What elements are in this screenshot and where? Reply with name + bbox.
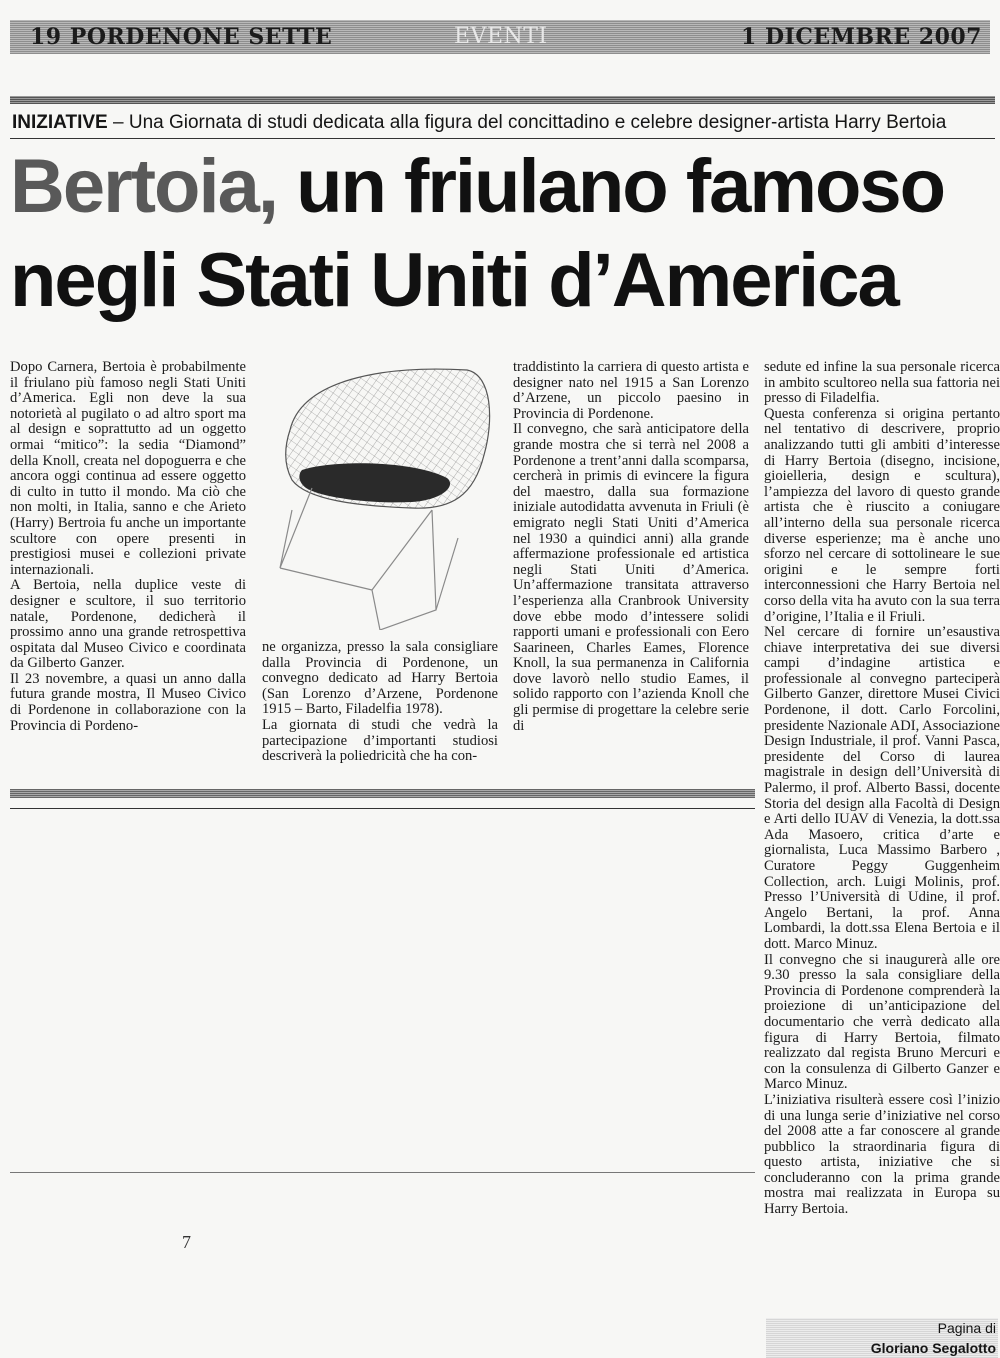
article-column-4 (764, 360, 1000, 1218)
headline-line-2: negli Stati Uniti d’America (10, 238, 898, 323)
headline-line-1-rest: un friulano famoso (276, 144, 945, 229)
article-paragraph: Il convegno che si inaugurerà alle ore 9.30 presso la sala consigliare della Provincia di Pordenone comprenderà la proiezione di un’anticipazione del documentario che verrà dedicato alla figura di Harry Bertoia, filmato realizzato dal regista Bruno Mercuri e con la consulenza di Gilberto Ganzer e Marco Minuz. (764, 951, 1000, 1093)
headline-lead-word: Bertoia, (10, 144, 277, 229)
headline (10, 140, 1000, 328)
article-paragraph: Il 23 novembre, a quasi un anno dalla futura grande mostra, Il Museo Civico di Pordenone in collaborazione con la Provincia di Pordeno- (10, 670, 246, 734)
article-paragraph: A Bertoia, nella duplice veste di designer e scultore, il suo territorio natale, Pordenone, dedicherà il prossimo anno una grande retrospettiva ospitata dal Museo Civico e coordinata da Gilberto Ganzer. (10, 577, 246, 672)
page-footer (766, 1318, 998, 1358)
article-column-3 (513, 360, 749, 734)
header-rule (10, 96, 995, 104)
article-paragraph: Nel cercare di fornire un’esaustiva chiave interpretativa dei sue diversi campi d’indagine artistica e professionale al convegno parteciperà Gilberto Ganzer, direttore Musei Civici Pordenone, il dott. Carlo Forcolini, presidente Nazionale ADI, Associazione Design Industriale, il prof. Vanni Pasca, presidente del Corso di laurea magistrale in design dell’Università di Palermo, il prof. Alberto Bassi, docente Storia del design alla Facoltà di Design e Arti dello IUAV di Venezia, la dott.ssa Ada Masoero, critica d’arte e giornalista, Luca Massimo Barbero , Curatore Peggy Guggenheim Collection, arch. Luigi Molinis, prof. Presso l’Università di Udine, il prof. Angelo Bertani, la prof. Anna Lombardi, la dott.ssa Elena Bertoia e il dott. Marco Minuz. (764, 624, 1000, 952)
article-paragraph: ne organizza, presso la sala consigliare dalla Provincia di Pordenone, un convegno dedicato ad Harry Bertoia (San Lorenzo d’Arzene, Pordenone 1915 – Barto, Filadelfia 1978). (262, 639, 498, 718)
masthead-date: 1 DICEMBRE 2007 (740, 24, 982, 50)
footer-page-label: Pagina di (937, 1320, 996, 1336)
diamond-chair-image (262, 360, 502, 630)
article-paragraph: Dopo Carnera, Bertoia è probabilmente il friulano più famoso negli Stati Uniti d’America. Egli non deve la sua notorietà al pugilato o ad altro sport ma al design e soprattutto ad un oggetto ormai “mitico”: la sedia “Diamond” della Knoll, creata nel dopoguerra e che ancora oggi continua ad essere oggetto di culto in tutto il mondo. Ma ciò che non molti, in Italia, sanno e che Arieto (Harry) Bertroia fu anche un importante scultore con opere presenti in prestigiosi musei e collezioni private internazionali. (10, 359, 246, 578)
stray-pen-mark: 7 (182, 1232, 191, 1252)
article-column-2 (262, 640, 498, 765)
article-paragraph: Il convegno, che sarà anticipatore della grande mostra che si terrà nel 2008 a Pordenone a trent’anni dalla scomparsa, cercherà in primis di evincere la figura del maestro, dalla sua formazione iniziale autodidatta avvenuta in Friuli (è emigrato negli Stati Uniti d’America nel 1930 a quindici anni) alla grande affermazione professionale ed artistica negli Stati Uniti d’America. Un’affermazione transitata attraverso l’esperienza alla Cranbrook University dove ebbe modo d’intessere solidi rapporti umani e professionali con Eero Saarineen, Charles Eames, Florence Knoll, la sua permanenza in California dove lavorò nello studio Eames, il solido rapporto con l’azienda Knoll che gli permise di progettare la celebre serie di (513, 421, 749, 734)
masthead (10, 20, 990, 54)
kicker-rule (10, 138, 995, 139)
article-paragraph: La giornata di studi che vedrà la partecipazione d’importanti studiosi descriverà la poliedricità che ha con- (262, 716, 498, 765)
article-paragraph: Questa conferenza si origina pertanto nel tentativo di descrivere, proprio analizzando tutti gli ambiti d’interesse di Harry Bertoia (disegno, incisione, gioielleria, design e scultura), l’ampiezza del lavoro di questo grande artista che è riuscito a coniugare all’interno della sua personale ricerca diverse esperienze; ma è anche uno sforzo nel cercare di sottolineare le sue origini e le sempre forti interconnessioni che Harry Bertoia nel corso della vita ha avuto con la sua terra d’origine, l’Italia e il Friuli. (764, 405, 1000, 625)
footer-author: Gloriano Segalotto (870, 1340, 996, 1356)
article-bottom-thin-rule (10, 808, 755, 809)
kicker-text: Una Giornata di studi dedicata alla figura del concittadino e celebre designer-artista Harry Bertoia (128, 112, 947, 133)
kicker-label: INIZIATIVE (12, 112, 108, 133)
kicker (12, 112, 997, 134)
article-paragraph: L’iniziativa risulterà essere così l’inizio di una lunga serie d’iniziative nel corso del 2008 atte a far conoscere al grande pubblico la straordinaria figura di questo artista, iniziative che si concluderanno con la prima grande mostra mai realizzata in Europa su Harry Bertoia. (764, 1091, 1000, 1218)
article-bottom-rule (10, 789, 755, 798)
scan-line (10, 1172, 755, 1173)
article-column-1 (10, 360, 246, 734)
headline-line-1 (10, 140, 1000, 234)
masthead-paper-name: 19 PORDENONE SETTE (30, 24, 333, 50)
masthead-section: EVENTI (454, 24, 548, 49)
article-paragraph: traddistinto la carriera di questo artista e designer nato nel 1915 a San Lorenzo d’Arzene, un piccolo paesino in Provincia di Pordenone. (513, 359, 749, 422)
article-paragraph: sedute ed infine la sua personale ricerca in ambito scultoreo nella sua fattoria nei presso di Filadelfia. (764, 359, 1000, 407)
kicker-dash: – (107, 112, 129, 133)
